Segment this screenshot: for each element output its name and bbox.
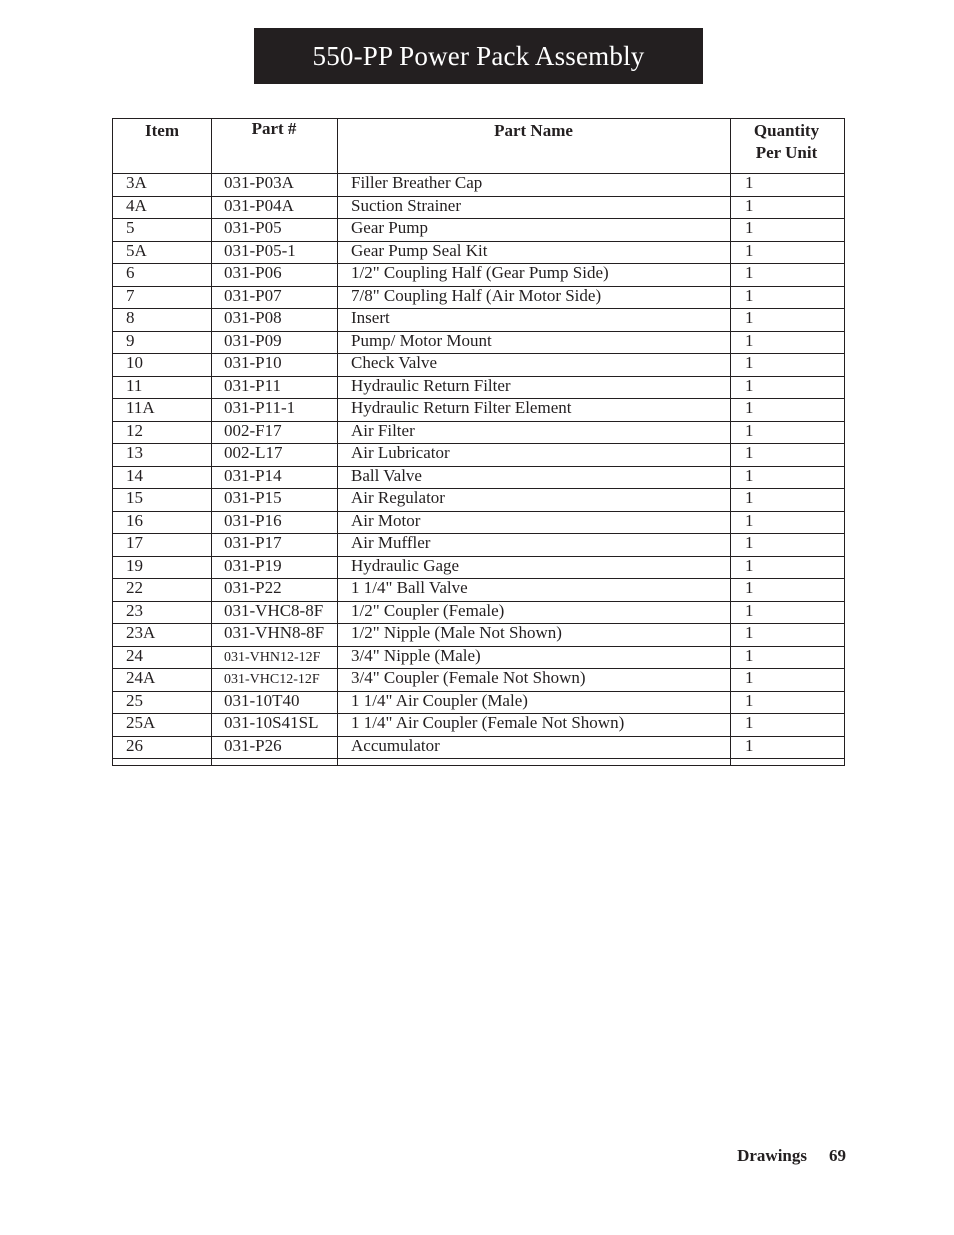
quantity-cell: 1 [745, 330, 754, 350]
table-row [113, 422, 844, 445]
item-cell: 10 [126, 353, 143, 372]
item-cell: 5 [126, 218, 135, 237]
table-row [113, 489, 844, 512]
part-number-cell: 031-10S41SL [224, 713, 319, 732]
quantity-cell: 1 [745, 668, 754, 687]
item-cell: 16 [126, 510, 143, 530]
quantity-cell: 1 [745, 555, 754, 575]
item-cell: 22 [126, 578, 143, 597]
header-part-number: Part # [251, 119, 297, 138]
quantity-cell: 1 [745, 263, 754, 282]
part-name-cell: 1 1/4" Air Coupler (Male) [351, 690, 528, 710]
header-quantity [730, 120, 843, 164]
table-row [113, 309, 844, 332]
part-name-cell: 1 1/4" Ball Valve [351, 578, 468, 597]
part-number-cell: 031-P05 [224, 218, 282, 237]
table-row [113, 714, 844, 737]
item-cell: 11 [126, 375, 143, 395]
part-name-cell: 3/4" Coupler (Female Not Shown) [351, 668, 586, 687]
part-number-cell: 031-P06 [224, 263, 282, 282]
part-name-cell: Air Regulator [351, 488, 445, 507]
part-number-cell: 031-P05-1 [224, 240, 296, 260]
part-name-cell: Gear Pump Seal Kit [351, 240, 488, 260]
page-footer [737, 1146, 846, 1166]
part-number-cell: 031-P07 [224, 285, 282, 305]
item-cell: 9 [126, 330, 135, 350]
part-number-cell: 031-P26 [224, 735, 282, 755]
item-cell: 11A [126, 398, 155, 417]
item-cell: 7 [126, 285, 135, 305]
part-name-cell: Air Muffler [351, 533, 431, 552]
table-row [113, 534, 844, 557]
header-quantity-line1: Quantity [753, 121, 820, 140]
item-cell: 23 [126, 600, 143, 620]
part-name-cell: Ball Valve [351, 465, 422, 485]
table-end [113, 759, 844, 766]
item-cell: 15 [126, 488, 143, 507]
quantity-cell: 1 [745, 713, 754, 732]
quantity-cell: 1 [745, 420, 754, 440]
quantity-cell: 1 [745, 173, 754, 192]
part-number-cell: 031-P19 [224, 555, 282, 575]
item-cell: 3A [126, 173, 147, 192]
quantity-cell: 1 [745, 443, 754, 462]
header-quantity-line2: Per Unit [755, 143, 818, 162]
table-row [113, 669, 844, 692]
table-row [113, 624, 844, 647]
part-name-cell: 1 1/4" Air Coupler (Female Not Shown) [351, 713, 625, 732]
part-number-cell: 031-VHN8-8F [224, 623, 325, 642]
part-number-cell: 031-P09 [224, 330, 282, 350]
part-name-cell: 7/8" Coupling Half (Air Motor Side) [351, 285, 602, 305]
item-cell: 26 [126, 735, 143, 755]
table-row [113, 219, 844, 242]
part-number-cell: 031-P04A [224, 195, 294, 215]
part-number-cell: 031-10T40 [224, 690, 300, 710]
quantity-cell: 1 [745, 533, 754, 552]
part-number-cell: 031-P03A [224, 173, 294, 192]
part-name-cell: 1/2" Coupling Half (Gear Pump Side) [351, 263, 609, 282]
item-cell: 14 [126, 465, 143, 485]
item-cell: 4A [126, 195, 147, 215]
table-row [113, 467, 844, 490]
item-cell: 19 [126, 555, 143, 575]
table-row [113, 242, 844, 265]
part-name-cell: 3/4" Nipple (Male) [351, 645, 481, 665]
header-part-name: Part Name [494, 121, 573, 140]
part-name-cell: 1/2" Nipple (Male Not Shown) [351, 623, 562, 642]
parts-table [112, 118, 845, 766]
quantity-cell: 1 [745, 375, 754, 395]
part-number-cell: 002-L17 [224, 443, 283, 462]
quantity-cell: 1 [745, 308, 754, 327]
part-number-cell: 031-P22 [224, 578, 282, 597]
item-cell: 5A [126, 240, 147, 260]
part-number-cell: 031-P08 [224, 308, 282, 327]
page-number: 69 [829, 1146, 846, 1165]
part-name-cell: Air Motor [351, 510, 421, 530]
quantity-cell: 1 [745, 218, 754, 237]
item-cell: 17 [126, 533, 143, 552]
table-row [113, 579, 844, 602]
table-row [113, 264, 844, 287]
table-row [113, 377, 844, 400]
part-number-cell: 031-P11-1 [224, 398, 296, 417]
quantity-cell: 1 [745, 195, 754, 215]
part-name-cell: Hydraulic Gage [351, 555, 460, 575]
quantity-cell: 1 [745, 623, 754, 642]
table-row [113, 444, 844, 467]
part-name-cell: Check Valve [351, 353, 438, 372]
part-name-cell: Hydraulic Return Filter Element [351, 398, 572, 417]
footer-section: Drawings [737, 1146, 807, 1165]
part-number-cell: 031-VHC12-12F [224, 672, 320, 687]
item-cell: 23A [126, 623, 156, 642]
quantity-cell: 1 [745, 578, 754, 597]
quantity-cell: 1 [745, 690, 754, 710]
quantity-cell: 1 [745, 398, 754, 417]
part-name-cell: Filler Breather Cap [351, 173, 483, 192]
part-number-cell: 031-P10 [224, 353, 282, 372]
table-row [113, 354, 844, 377]
table-row [113, 399, 844, 422]
quantity-cell: 1 [745, 488, 754, 507]
item-cell: 25A [126, 713, 156, 732]
quantity-cell: 1 [745, 510, 754, 530]
item-cell: 24 [126, 645, 143, 665]
part-name-cell: Gear Pump [351, 218, 428, 237]
quantity-cell: 1 [745, 240, 754, 260]
table-row [113, 692, 844, 715]
part-name-cell: Air Filter [351, 420, 415, 440]
page-title: 550-PP Power Pack Assembly [254, 28, 703, 84]
item-cell: 24A [126, 668, 156, 687]
table-row [113, 197, 844, 220]
item-cell: 12 [126, 420, 143, 440]
quantity-cell: 1 [745, 285, 754, 305]
header-item: Item [145, 121, 179, 140]
table-row [113, 287, 844, 310]
quantity-cell: 1 [745, 600, 754, 620]
table-row [113, 602, 844, 625]
quantity-cell: 1 [745, 353, 754, 372]
quantity-cell: 1 [745, 465, 754, 485]
item-cell: 25 [126, 690, 143, 710]
part-number-cell: 031-P17 [224, 533, 282, 552]
part-number-cell: 002-F17 [224, 420, 282, 440]
part-name-cell: Suction Strainer [351, 195, 462, 215]
item-cell: 13 [126, 443, 143, 462]
part-name-cell: Air Lubricator [351, 443, 450, 462]
table-header [113, 119, 844, 174]
table-row [113, 174, 844, 197]
part-name-cell: Pump/ Motor Mount [351, 330, 492, 350]
part-name-cell: Hydraulic Return Filter [351, 375, 511, 395]
table-row [113, 512, 844, 535]
item-cell: 6 [126, 263, 135, 282]
part-number-cell: 031-P14 [224, 465, 282, 485]
part-number-cell: 031-P11 [224, 375, 281, 395]
part-name-cell: Accumulator [351, 735, 440, 755]
part-name-cell: Insert [351, 308, 390, 327]
part-name-cell: 1/2" Coupler (Female) [351, 600, 505, 620]
table-row [113, 647, 844, 670]
table-body [113, 174, 844, 759]
part-number-cell: 031-P15 [224, 488, 282, 507]
item-cell: 8 [126, 308, 135, 327]
table-row [113, 332, 844, 355]
quantity-cell: 1 [745, 645, 754, 665]
quantity-cell: 1 [745, 735, 754, 755]
table-row [113, 737, 844, 760]
part-number-cell: 031-VHC8-8F [224, 600, 324, 620]
part-number-cell: 031-P16 [224, 510, 282, 530]
table-row [113, 557, 844, 580]
part-number-cell: 031-VHN12-12F [224, 649, 321, 665]
